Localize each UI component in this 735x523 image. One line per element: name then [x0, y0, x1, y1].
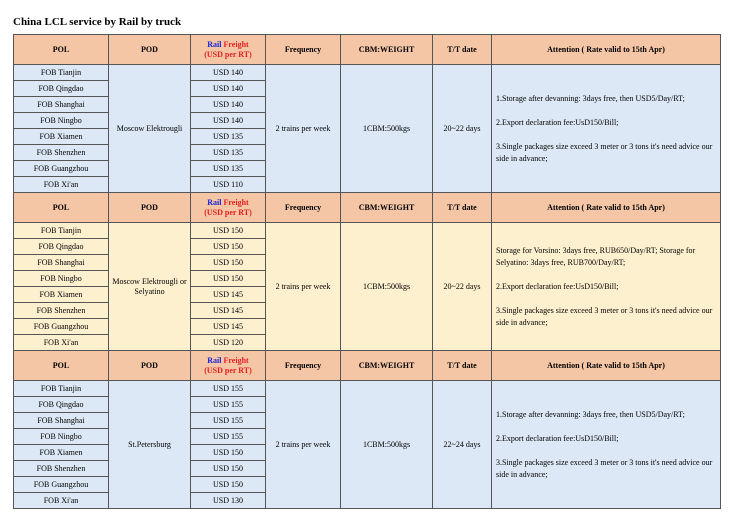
rate-cell: USD 140 — [191, 97, 266, 113]
tt-cell: 20~22 days — [433, 223, 492, 351]
rate-cell: USD 145 — [191, 303, 266, 319]
attention-cell — [492, 381, 721, 509]
header-frequency: Frequency — [266, 35, 341, 65]
pol-cell: FOB Shenzhen — [14, 303, 109, 319]
attention-note: 2.Export declaration fee:UsD150/Bill; — [496, 281, 619, 291]
page-title: China LCL service by Rail by truck — [13, 16, 182, 28]
rate-cell: USD 140 — [191, 113, 266, 129]
pol-cell: FOB Qingdao — [14, 397, 109, 413]
rate-cell: USD 140 — [191, 81, 266, 97]
pol-cell: FOB Xi'an — [14, 335, 109, 351]
pol-cell: FOB Xiamen — [14, 129, 109, 145]
header-freight-unit: (USD per RT) — [204, 365, 252, 375]
rate-cell: USD 140 — [191, 65, 266, 81]
tt-cell: 20~22 days — [433, 65, 492, 193]
pol-cell: FOB Ningbo — [14, 113, 109, 129]
pol-cell: FOB Tianjin — [14, 65, 109, 81]
rate-cell: USD 150 — [191, 255, 266, 271]
rate-cell: USD 150 — [191, 223, 266, 239]
pol-cell: FOB Tianjin — [14, 381, 109, 397]
pod-cell: Moscow Elektrougli or Selyatino — [109, 223, 191, 351]
pol-cell: FOB Shenzhen — [14, 461, 109, 477]
pol-cell: FOB Shanghai — [14, 97, 109, 113]
header-pod: POD — [109, 351, 191, 381]
pol-cell: FOB Shenzhen — [14, 145, 109, 161]
pol-cell: FOB Shanghai — [14, 413, 109, 429]
attention-note: 3.Single packages size exceed 3 meter or 3 tons it's need advice our side in advance; — [496, 457, 713, 479]
attention-note: 1.Storage after devanning: 3days free, then USD5/Day/RT; — [496, 409, 685, 419]
header-freight — [191, 35, 266, 65]
table-header-row — [14, 193, 721, 223]
rate-cell: USD 150 — [191, 477, 266, 493]
header-tt: T/T date — [433, 35, 492, 65]
header-frequency: Frequency — [266, 193, 341, 223]
pol-cell: FOB Xiamen — [14, 287, 109, 303]
pol-cell: FOB Xi'an — [14, 177, 109, 193]
rate-cell: USD 155 — [191, 429, 266, 445]
cbm-cell: 1CBM:500kgs — [341, 223, 433, 351]
header-freight-unit: (USD per RT) — [204, 207, 252, 217]
tt-cell: 22~24 days — [433, 381, 492, 509]
rate-cell: USD 120 — [191, 335, 266, 351]
header-attention: Attention ( Rate valid to 15th Apr) — [492, 35, 721, 65]
frequency-cell: 2 trains per week — [266, 65, 341, 193]
header-freight-word: Freight — [223, 39, 249, 49]
header-pod: POD — [109, 35, 191, 65]
rate-cell: USD 110 — [191, 177, 266, 193]
rate-cell: USD 155 — [191, 413, 266, 429]
rate-cell: USD 150 — [191, 461, 266, 477]
header-freight-rail: Rail — [207, 355, 222, 365]
rate-cell: USD 155 — [191, 381, 266, 397]
header-pod: POD — [109, 193, 191, 223]
header-attention: Attention ( Rate valid to 15th Apr) — [492, 193, 721, 223]
header-freight — [191, 193, 266, 223]
frequency-cell: 2 trains per week — [266, 223, 341, 351]
header-freight-word: Freight — [223, 355, 249, 365]
pol-cell: FOB Ningbo — [14, 271, 109, 287]
pol-cell: FOB Guangzhou — [14, 161, 109, 177]
header-cbm: CBM:WEIGHT — [341, 193, 433, 223]
pol-cell: FOB Tianjin — [14, 223, 109, 239]
pol-cell: FOB Ningbo — [14, 429, 109, 445]
cbm-cell: 1CBM:500kgs — [341, 381, 433, 509]
rate-cell: USD 145 — [191, 319, 266, 335]
header-freight-rail: Rail — [207, 197, 222, 207]
header-tt: T/T date — [433, 193, 492, 223]
header-cbm: CBM:WEIGHT — [341, 35, 433, 65]
cbm-cell: 1CBM:500kgs — [341, 65, 433, 193]
rate-cell: USD 130 — [191, 493, 266, 509]
rate-table — [13, 34, 721, 509]
attention-cell — [492, 223, 721, 351]
pod-cell: St.Petersburg — [109, 381, 191, 509]
attention-note: 3.Single packages size exceed 3 meter or 3 tons it's need advice our side in advance; — [496, 141, 713, 163]
header-freight-word: Freight — [223, 197, 249, 207]
frequency-cell: 2 trains per week — [266, 381, 341, 509]
rate-cell: USD 135 — [191, 161, 266, 177]
attention-cell — [492, 65, 721, 193]
pol-cell: FOB Qingdao — [14, 81, 109, 97]
pol-cell: FOB Xiamen — [14, 445, 109, 461]
table-row — [14, 65, 721, 81]
table-row — [14, 381, 721, 397]
table-header-row — [14, 35, 721, 65]
rate-cell: USD 135 — [191, 129, 266, 145]
header-frequency: Frequency — [266, 351, 341, 381]
table-row — [14, 223, 721, 239]
pol-cell: FOB Shanghai — [14, 255, 109, 271]
header-pol: POL — [14, 351, 109, 381]
header-freight-unit: (USD per RT) — [204, 49, 252, 59]
pod-cell: Moscow Elektrougli — [109, 65, 191, 193]
pol-cell: FOB Qingdao — [14, 239, 109, 255]
header-pol: POL — [14, 193, 109, 223]
rate-cell: USD 135 — [191, 145, 266, 161]
rate-cell: USD 155 — [191, 397, 266, 413]
rate-cell: USD 150 — [191, 445, 266, 461]
pol-cell: FOB Xi'an — [14, 493, 109, 509]
attention-note: 1.Storage after devanning: 3days free, then USD5/Day/RT; — [496, 93, 685, 103]
rate-cell: USD 150 — [191, 271, 266, 287]
attention-note: 3.Single packages size exceed 3 meter or 3 tons it's need advice our side in advance; — [496, 305, 713, 327]
rate-cell: USD 145 — [191, 287, 266, 303]
header-pol: POL — [14, 35, 109, 65]
attention-note: 2.Export declaration fee:UsD150/Bill; — [496, 117, 619, 127]
table-header-row — [14, 351, 721, 381]
attention-note: Storage for Vorsino: 3days free, RUB650/Day/RT; Storage for Selyatino: 3days free, RUB700/Day/RT; — [496, 245, 696, 267]
pol-cell: FOB Guangzhou — [14, 477, 109, 493]
header-attention: Attention ( Rate valid to 15th Apr) — [492, 351, 721, 381]
header-freight-rail: Rail — [207, 39, 222, 49]
attention-note: 2.Export declaration fee:UsD150/Bill; — [496, 433, 619, 443]
header-freight — [191, 351, 266, 381]
header-cbm: CBM:WEIGHT — [341, 351, 433, 381]
header-tt: T/T date — [433, 351, 492, 381]
pol-cell: FOB Guangzhou — [14, 319, 109, 335]
rate-cell: USD 150 — [191, 239, 266, 255]
